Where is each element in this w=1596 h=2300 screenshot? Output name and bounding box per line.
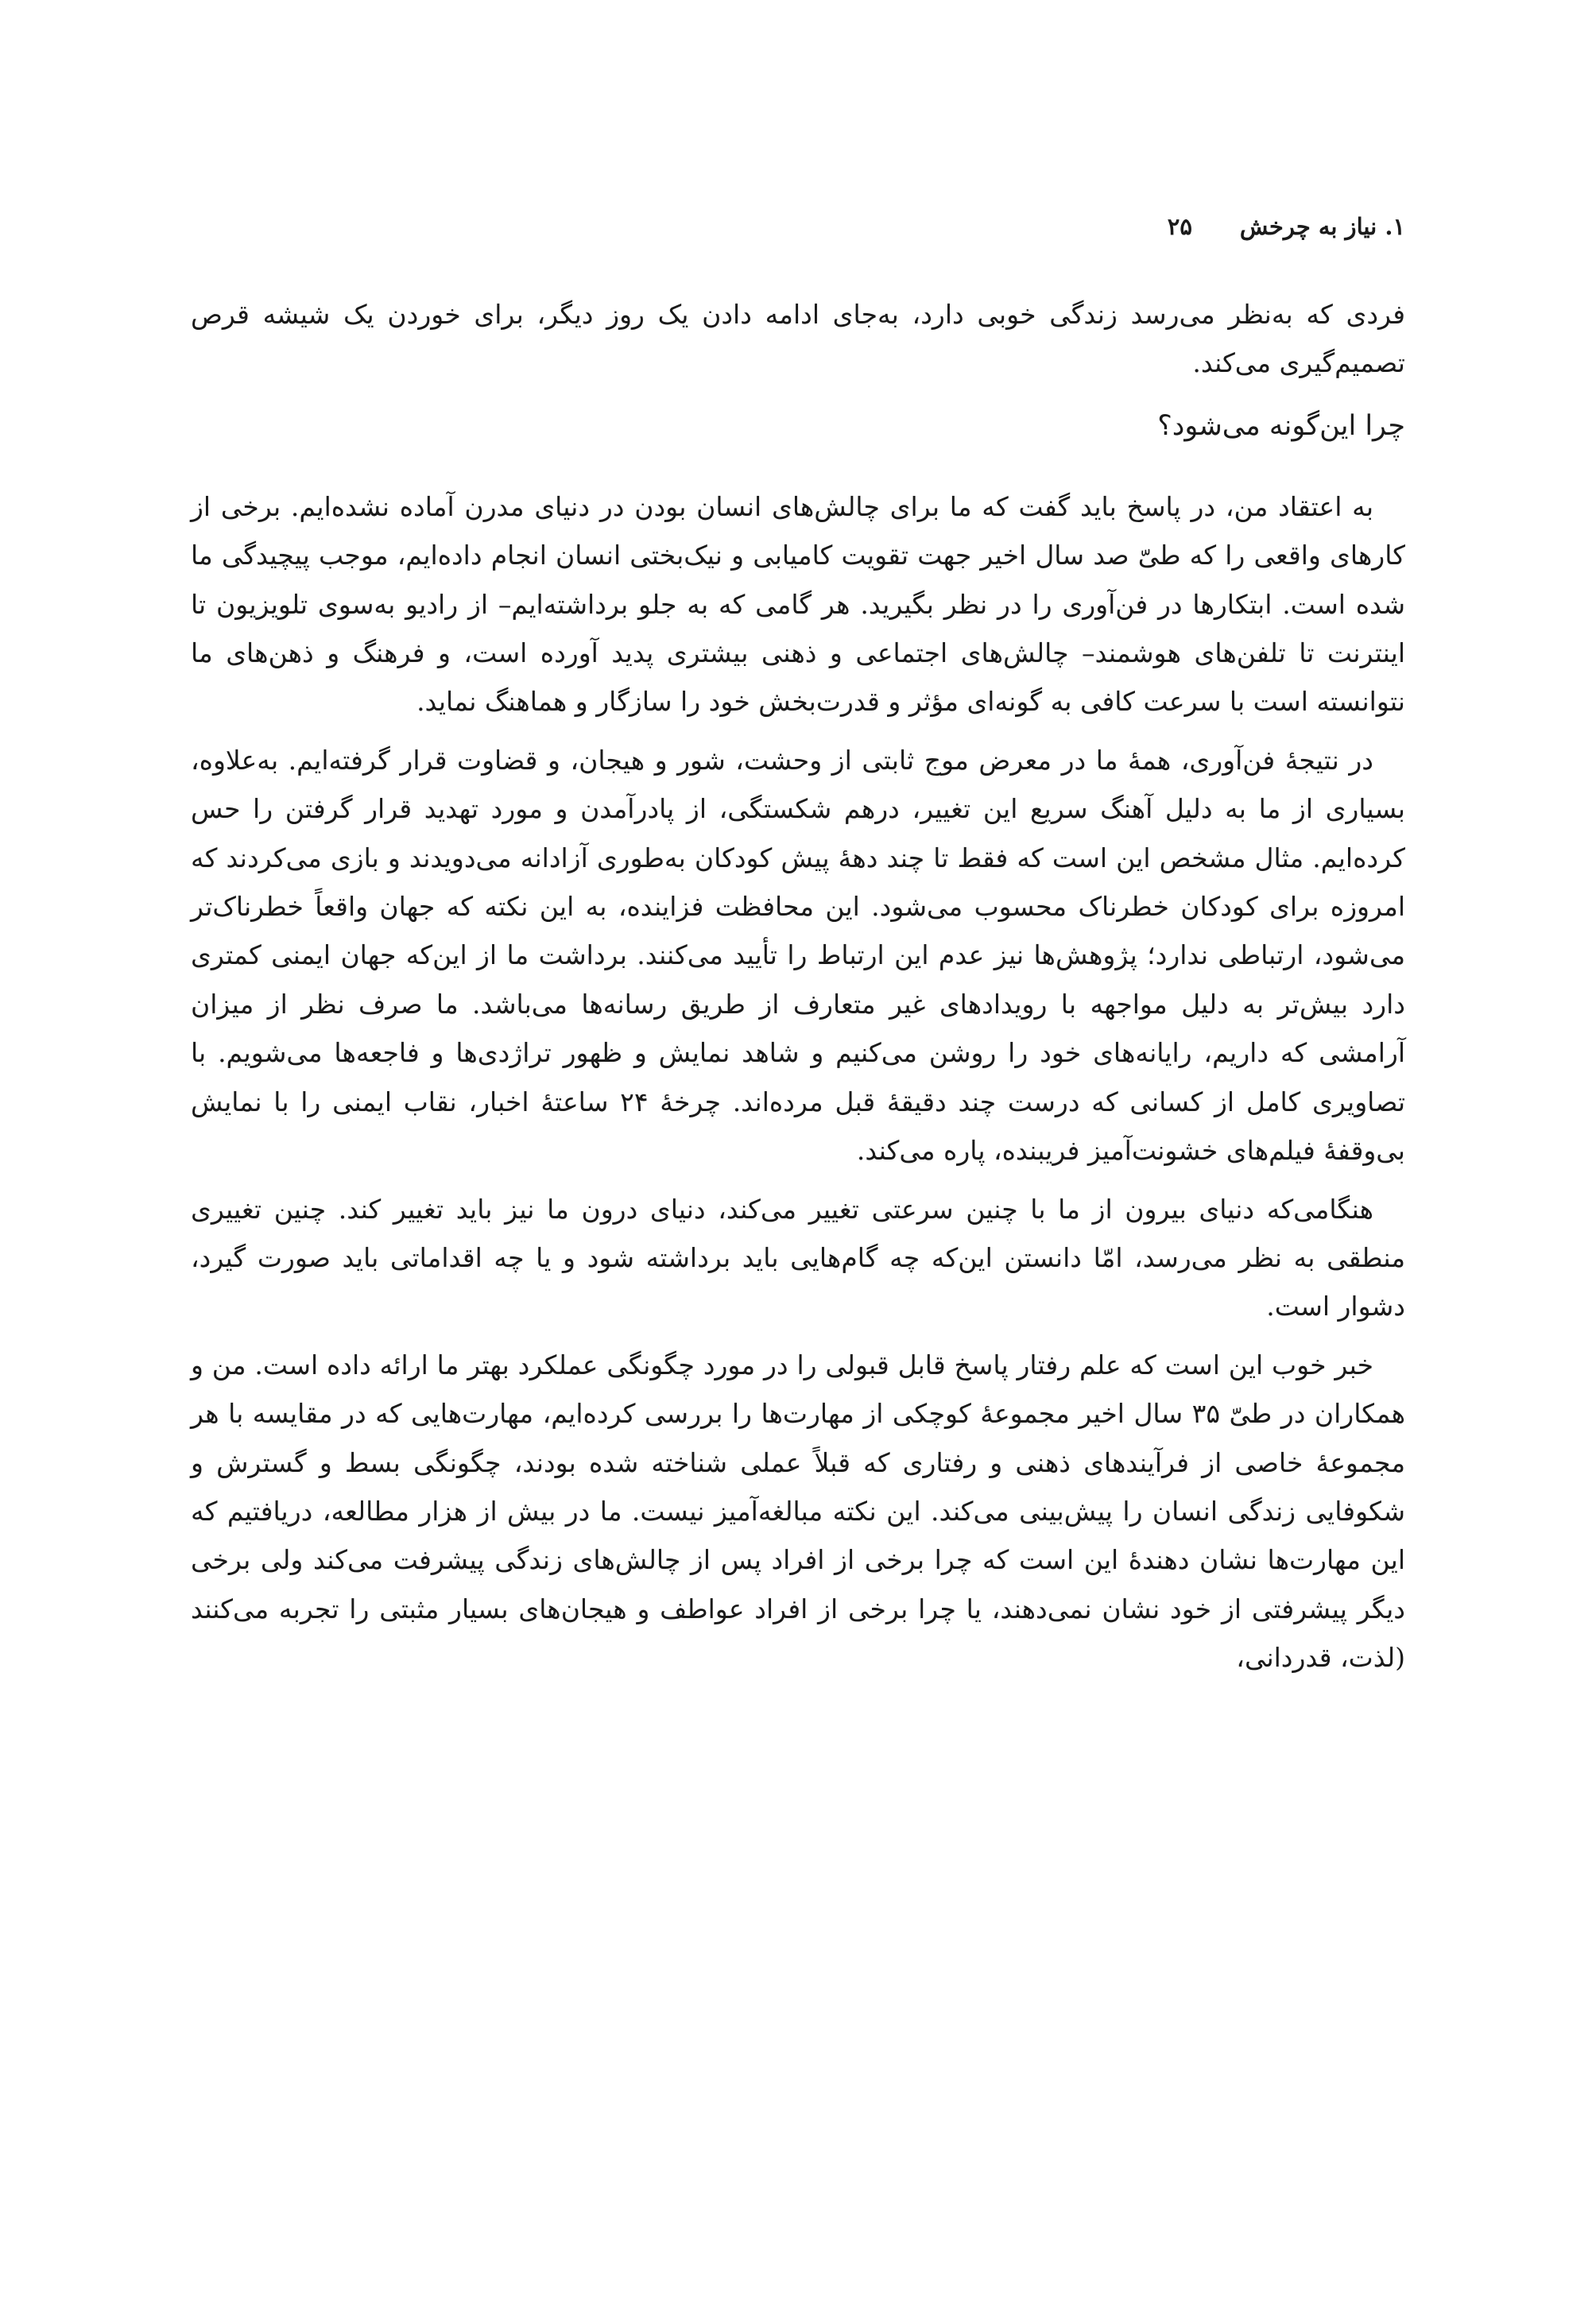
chapter-title: ۱. نیاز به چرخش [1239,213,1405,240]
running-header [1168,213,1405,240]
body-paragraph: خبر خوب این است که علم رفتار پاسخ قابل قبولی را در مورد چگونگی عملکرد بهتر ما ارائه داده است. من و همکاران در طیّ ۳۵ سال اخیر مجموعهٔ کوچکی از مهارت‌ها را بررسی کرده‌ایم، مهارت‌هایی که در مقایسه با هر مجموعهٔ خاصی از فرآیندهای ذهنی و رفتاری که قبلاً عملی شناخته شده بودند، چگونگی بسط و گسترش و شکوفایی زندگی انسان را پیش‌بینی می‌کند. این نکته مبالغه‌آمیز نیست. ما در بیش از هزار مطالعه، دریافتیم که این مهارت‌ها نشان دهندهٔ این است که چرا برخی از افراد پس از چالش‌های زندگی پیشرفت می‌کند ولی برخی دیگر پیشرفتی از خود نشان نمی‌دهند، یا چرا برخی از افراد عواطف و هیجان‌های بسیار مثبتی را تجربه می‌کنند (لذت، قدردانی، [191,1349,1405,1674]
opening-paragraph: فردی که به‌نظر می‌رسد زندگی خوبی دارد، به‌جای ادامه دادن یک روز دیگر، برای خوردن یک شیشه قرص تصمیم‌گیری می‌کند. [191,299,1405,379]
section-heading: چرا این‌گونه می‌شود؟ [1157,409,1405,442]
body-paragraph: هنگامی‌که دنیای بیرون از ما با چنین سرعتی تغییر می‌کند، دنیای درون ما نیز باید تغییر کند. چنین تغییری منطقی به نظر می‌رسد، امّا دانستن این‌که چه گام‌هایی باید برداشته شود و یا چه اقداماتی باید صورت گیرد، دشوار است. [191,1193,1405,1322]
body-paragraph: به اعتقاد من، در پاسخ باید گفت که ما برای چالش‌های انسان بودن در دنیای مدرن آماده نشده‌ایم. برخی از کارهای واقعی را که طیّ صد سال اخیر جهت تقویت کامیابی و نیک‌بختی انسان انجام داده‌ایم، موجب پیچیدگی ما شده است. ابتکارها در فن‌آوری را در نظر بگیرید. هر گامی که به جلو برداشته‌ایم– از رادیو به‌سوی تلویزیون تا اینترنت تا تلفن‌های هوشمند– چالش‌های اجتماعی و ذهنی بیشتری پدید آورده است، و فرهنگ و ذهن‌های ما نتوانسته است با سرعت کافی به گونه‌ای مؤثر و قدرت‌بخش خود را سازگار و هماهنگ نماید. [191,490,1405,718]
page-number: ۲۵ [1167,213,1192,240]
body-paragraph: در نتیجهٔ فن‌آوری، همهٔ ما در معرض موج ثابتی از وحشت، شور و هیجان، و قضاوت قرار گرفته‌ایم. به‌علاوه، بسیاری از ما به دلیل آهنگ سریع این تغییر، درهم شکستگی، از پادرآمدن و مورد تهدید قرار گرفتن را حس کرده‌ایم. مثال مشخص این است که فقط تا چند دههٔ پیش کودکان به‌طوری آزادانه می‌دویدند و بازی می‌کردند که امروزه برای کودکان خطرناک محسوب می‌شود. این محافظت فزاینده، به این نکته که جهان واقعاً خطرناک‌تر می‌شود، ارتباطی ندارد؛ پژوهش‌ها نیز عدم این ارتباط را تأیید می‌کنند. برداشت ما از این‌که جهان ایمنی کمتری دارد بیش‌تر به دلیل مواجهه با رویدادهای غیر متعارف از طریق رسانه‌ها می‌باشد. ما صرف نظر از میزان آرامشی که داریم، رایانه‌های خود را روشن می‌کنیم و شاهد نمایش و ظهور تراژدی‌ها و فاجعه‌ها می‌شویم. با تصاویری کامل از کسانی که درست چند دقیقهٔ قبل مرده‌اند. چرخهٔ ۲۴ ساعتهٔ اخبار، نقاب ایمنی را با نمایش بی‌وقفهٔ فیلم‌های خشونت‌آمیز فریبنده، پاره می‌کند. [191,744,1405,1167]
page-content [191,290,1405,1692]
